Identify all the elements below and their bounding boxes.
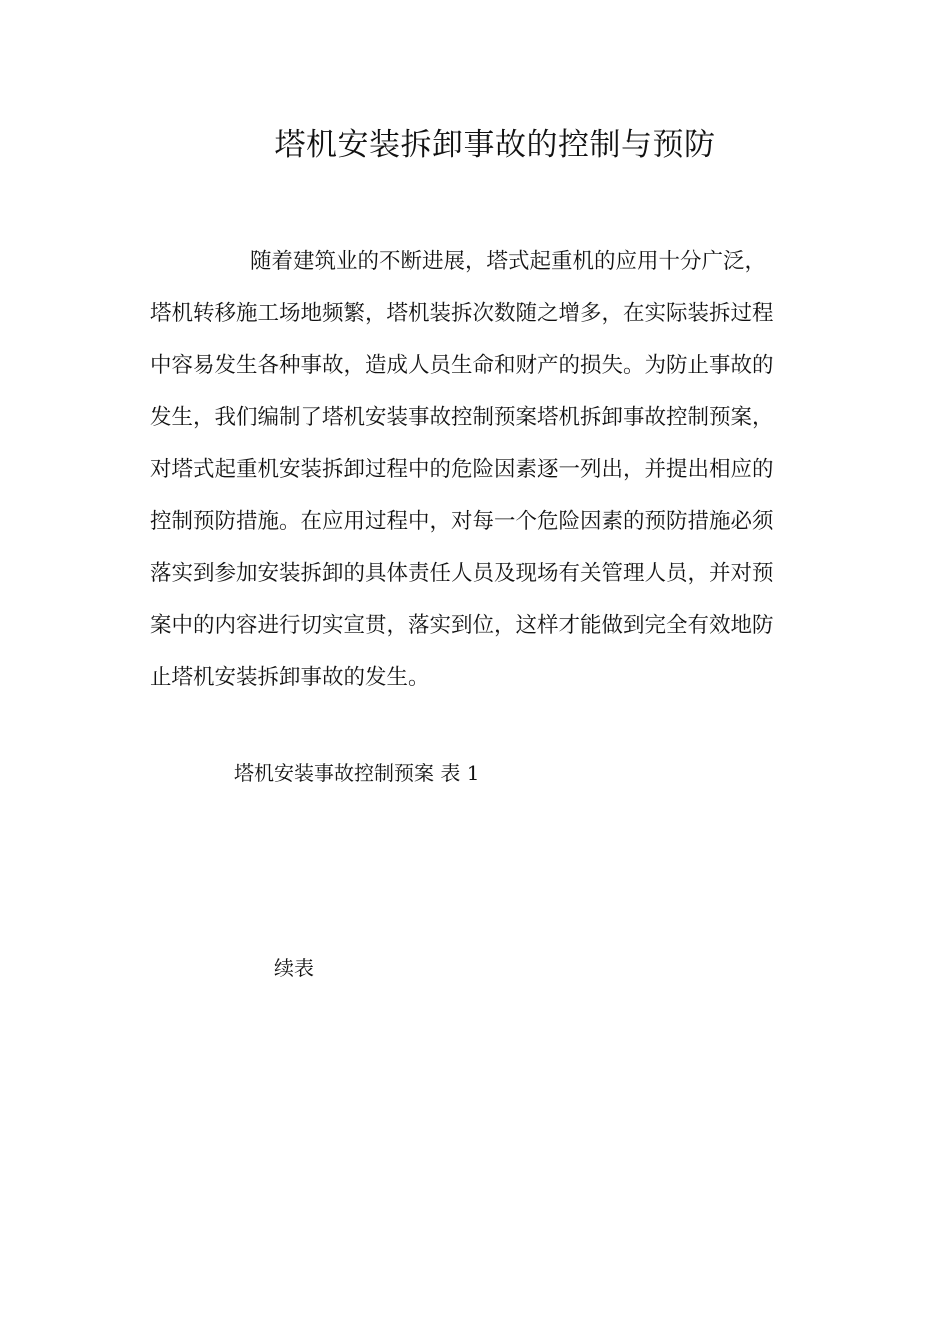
document-title: 塔机安装拆卸事故的控制与预防 [274, 127, 716, 163]
paragraph-line: 随着建筑业的不断进展，塔式起重机的应用十分广泛， [250, 249, 767, 274]
paragraph-line: 中容易发生各种事故，造成人员生命和财产的损失。为防止事故的 [150, 353, 774, 378]
paragraph-line: 发生，我们编制了塔机安装事故控制预案塔机拆卸事故控制预案， [150, 405, 774, 430]
intro-paragraph [150, 236, 800, 704]
paragraph-line: 落实到参加安装拆卸的具体责任人员及现场有关管理人员，并对预 [150, 561, 774, 586]
paragraph-line: 案中的内容进行切实宣贯，落实到位，这样才能做到完全有效地防 [150, 613, 774, 638]
paragraph-line: 对塔式起重机安装拆卸过程中的危险因素逐一列出，并提出相应的 [150, 457, 774, 482]
paragraph-line: 塔机转移施工场地频繁，塔机装拆次数随之增多，在实际装拆过程 [150, 301, 774, 326]
paragraph-line: 止塔机安装拆卸事故的发生。 [150, 665, 430, 690]
continued-table-label: 续表 [274, 956, 314, 980]
table-caption: 塔机安装事故控制预案 表 1 [234, 761, 480, 785]
paragraph-line: 控制预防措施。在应用过程中，对每一个危险因素的预防措施必须 [150, 509, 774, 534]
